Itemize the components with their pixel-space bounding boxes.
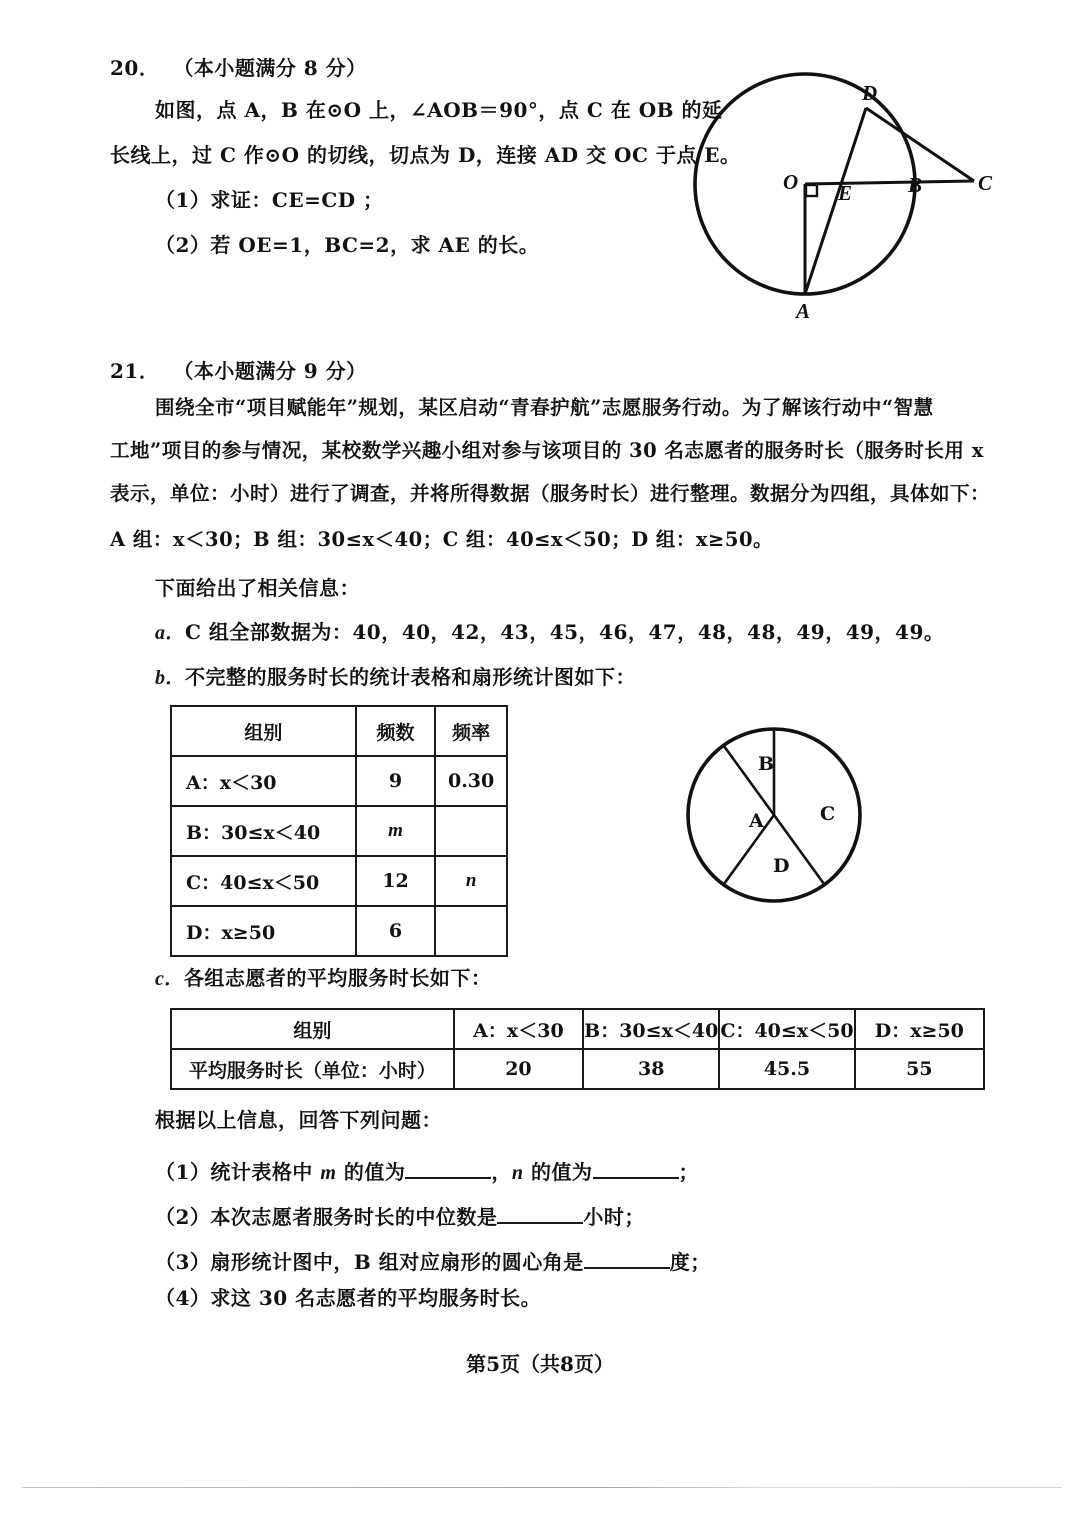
problem-21-question-3	[155, 1245, 711, 1272]
problem-21-item-c	[155, 968, 491, 989]
header-group-d: D：x≥50	[855, 1009, 984, 1049]
item-c-label: c．	[155, 968, 184, 990]
q3-answer-blank[interactable]	[584, 1245, 670, 1269]
problem-21-item-b	[155, 667, 636, 688]
q1-mid-1: 的值为	[336, 1160, 406, 1184]
cell-freq: 6	[356, 906, 435, 956]
label-b: B	[908, 173, 923, 197]
cell-rate: 0.30	[435, 756, 507, 806]
table-header-row	[171, 706, 507, 756]
problem-21-info-lead: 下面给出了相关信息：	[155, 576, 360, 600]
cell-avg-d: 55	[855, 1049, 984, 1089]
circle-tangent-svg	[690, 55, 1010, 320]
problem-21-para-line-1: 围绕全市“项目赋能年”规划，某区启动“青春护航”志愿服务行动。为了解该行动中“智慧	[155, 396, 934, 419]
problem-20-number: 20．	[110, 56, 160, 80]
q1-suffix: ；	[678, 1160, 700, 1184]
header-group: 组别	[171, 706, 356, 756]
circle-tangent-figure	[690, 55, 1010, 320]
pie-chart-svg	[670, 705, 885, 920]
cell-freq: 12	[356, 856, 435, 906]
problem-20-heading	[110, 52, 367, 81]
pie-label-b: B	[758, 753, 775, 775]
table-row	[171, 756, 507, 806]
label-d: D	[862, 81, 878, 105]
q2-prefix: （2）本次志愿者服务时长的中位数是	[155, 1205, 498, 1229]
cell-rate	[435, 906, 507, 956]
table-row	[171, 906, 507, 956]
header-group-c: C：40≤x＜50	[719, 1009, 854, 1049]
pie-label-a: A	[749, 810, 764, 832]
problem-21-answer-lead: 根据以上信息，回答下列问题：	[155, 1108, 442, 1132]
header-freq: 频数	[356, 706, 435, 756]
header-group-a: A：x＜30	[454, 1009, 583, 1049]
problem-20-line-2: 长线上，过 C 作⊙O 的切线，切点为 D，连接 AD 交 OC 于点 E。	[110, 143, 741, 167]
cell-rate: n	[435, 856, 507, 906]
q1-answer-blank-n[interactable]	[593, 1155, 679, 1179]
segment-ad	[805, 108, 866, 294]
q1-var-n: n	[511, 1162, 524, 1184]
label-c: C	[978, 171, 993, 195]
cell-avg-a: 20	[454, 1049, 583, 1089]
problem-21-para-line-3: 表示，单位：小时）进行了调查，并将所得数据（服务时长）进行整理。数据分为四组，具体如下：	[110, 482, 991, 505]
problem-21-question-4: （4）求这 30 名志愿者的平均服务时长。	[155, 1286, 542, 1310]
problem-20-item-2: （2）若 OE=1，BC=2，求 AE 的长。	[155, 233, 540, 257]
item-a-label: a．	[155, 622, 185, 644]
header-group: 组别	[171, 1009, 454, 1049]
table-row	[171, 806, 507, 856]
pie-label-c: C	[820, 803, 836, 825]
item-c-text: 各组志愿者的平均服务时长如下：	[183, 966, 492, 990]
problem-21-para-line-2: 工地”项目的参与情况，某校数学兴趣小组对参与该项目的 30 名志愿者的服务时长（服务时长用 x	[110, 439, 984, 462]
problem-20-points: （本小题满分 8 分）	[173, 56, 367, 80]
problem-21-question-1	[155, 1155, 699, 1183]
cell-group: D：x≥50	[171, 906, 356, 956]
label-o: O	[783, 170, 799, 194]
cell-freq: 9	[356, 756, 435, 806]
table-row	[171, 856, 507, 906]
problem-21-number: 21．	[110, 359, 160, 383]
row-label: 平均服务时长（单位：小时）	[171, 1049, 454, 1089]
label-a: A	[796, 299, 811, 320]
item-a-text: C 组全部数据为：40，40，42，43，45，46，47，48，48，49，49，49。	[185, 620, 945, 644]
scan-artifact-line	[22, 1487, 1062, 1488]
item-b-text: 不完整的服务时长的统计表格和扇形统计图如下：	[185, 665, 636, 689]
right-angle-marker	[806, 185, 817, 196]
label-e: E	[838, 181, 853, 205]
pie-label-d: D	[773, 855, 790, 877]
q3-prefix: （3）扇形统计图中，B 组对应扇形的圆心角是	[155, 1250, 584, 1274]
cell-freq: m	[356, 806, 435, 856]
q1-mid-3: 的值为	[523, 1160, 593, 1184]
problem-20-line-1: 如图，点 A，B 在⊙O 上，∠AOB＝90°，点 C 在 OB 的延	[155, 98, 723, 122]
problem-21-points: （本小题满分 9 分）	[173, 359, 367, 383]
cell-rate	[435, 806, 507, 856]
q1-prefix: （1）统计表格中	[155, 1160, 321, 1184]
page-footer: 第5页（共8页）	[466, 1352, 614, 1376]
header-group-b: B：30≤x＜40	[583, 1009, 719, 1049]
problem-21-item-a	[155, 622, 944, 643]
pie-chart-figure	[670, 705, 885, 920]
q1-mid-2: ，	[491, 1160, 512, 1184]
cell-group: B：30≤x＜40	[171, 806, 356, 856]
segment-oc	[805, 181, 974, 184]
cell-group: A：x＜30	[171, 756, 356, 806]
q2-answer-blank[interactable]	[497, 1200, 583, 1224]
q1-var-m: m	[320, 1162, 337, 1184]
problem-20-item-1: （1）求证：CE=CD ；	[155, 188, 384, 212]
q3-suffix: 度；	[669, 1250, 711, 1274]
header-rate: 频率	[435, 706, 507, 756]
problem-21-heading	[110, 355, 367, 384]
problem-21-groups-line: A 组：x＜30；B 组：30≤x＜40；C 组：40≤x＜50；D 组：x≥50。	[110, 528, 774, 551]
problem-21-question-2	[155, 1200, 645, 1227]
segment-dc	[866, 108, 974, 181]
cell-avg-b: 38	[583, 1049, 719, 1089]
q2-suffix: 小时；	[583, 1205, 645, 1229]
q1-answer-blank-m[interactable]	[405, 1155, 491, 1179]
table-row	[171, 1049, 984, 1089]
item-b-label: b．	[155, 667, 185, 689]
average-table	[170, 1008, 985, 1090]
table-header-row	[171, 1009, 984, 1049]
cell-avg-c: 45.5	[719, 1049, 854, 1089]
frequency-table	[170, 705, 508, 957]
cell-group: C：40≤x＜50	[171, 856, 356, 906]
